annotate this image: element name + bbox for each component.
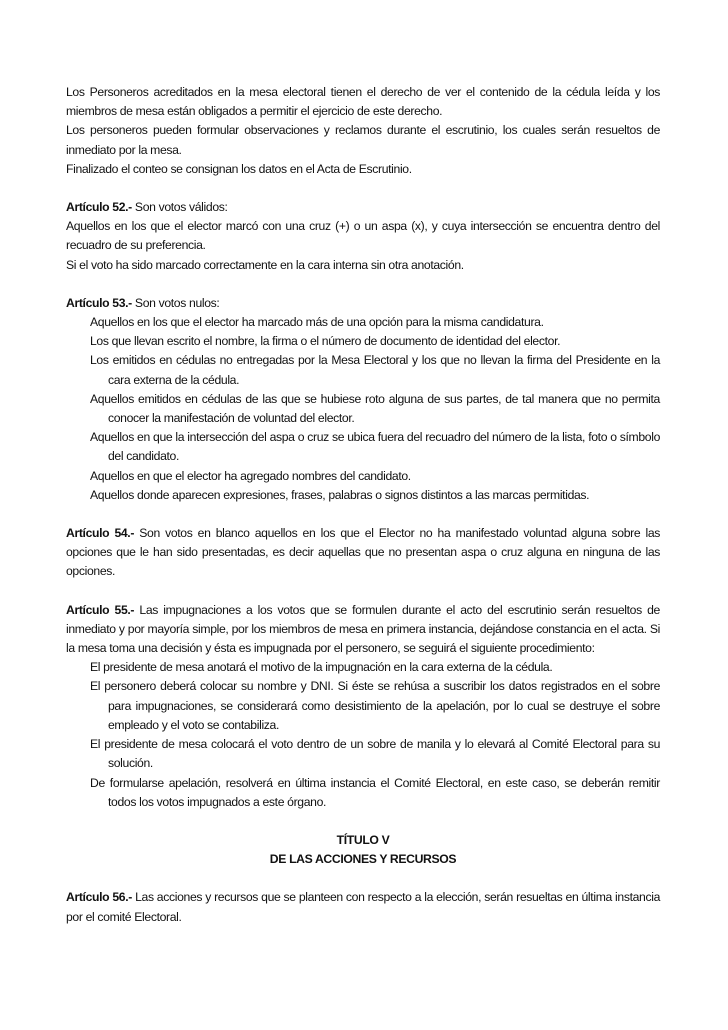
list-item: El personero deberá colocar su nombre y DNI. Si éste se rehúsa a suscribir los datos registrados en el sobre para impugnaciones, se considerará como desistimiento de la apelación, por lo cual se destruye el sobre empleado y el voto se contabiliza. [90,679,660,732]
article-55-text: Las impugnaciones a los votos que se formulen durante el acto del escrutinio serán resueltos de inmediato y por mayoría simple, por los miembros de mesa en primera instancia, dejándose constancia en el acta. Si la mesa toma una decisión y ésta es impugnada por el personero, se seguirá el siguiente procedimiento: [66,602,660,656]
article-52-paragraph-2: Si el voto ha sido marcado correctamente en la cara interna sin otra anotación. [66,257,464,272]
article-54-label: Artículo 54.- [66,526,135,541]
list-item: Los que llevan escrito el nombre, la firma o el número de documento de identidad del elector. [90,334,561,349]
intro-paragraph-3: Finalizado el conteo se consignan los datos en el Acta de Escrutinio. [66,161,412,176]
list-item: Los emitidos en cédulas no entregadas por la Mesa Electoral y los que no llevan la firma del Presidente en la cara externa de la cédula. [90,353,660,387]
document-page [66,83,660,927]
article-52-paragraph-1: Aquellos en los que el elector marcó con una cruz (+) o un aspa (x), y cuya intersección se encuentra dentro del recuadro de su preferencia. [66,219,660,253]
article-55-list [66,658,660,812]
article-52-title: Son votos válidos: [131,200,228,215]
article-56-text: Las acciones y recursos que se planteen con respecto a la elección, serán resueltas en última instancia por el comité Electoral. [66,890,660,924]
article-52-heading [66,198,660,217]
intro-paragraph-2: Los personeros pueden formular observaciones y reclamos durante el escrutinio, los cuales serán resueltos de inmediato por la mesa. [66,123,660,157]
list-item: Aquellos en que el elector ha agregado nombres del candidato. [90,468,411,483]
list-item: El presidente de mesa anotará el motivo de la impugnación en la cara externa de la cédula. [90,660,553,675]
article-53-title: Son votos nulos: [131,295,220,310]
list-item: Aquellos emitidos en cédulas de las que se hubiese roto alguna de sus partes, de tal manera que no permita conocer la manifestación de voluntad del elector. [90,391,660,426]
article-54 [66,524,660,582]
list-item: Aquellos en que la intersección del aspa o cruz se ubica fuera del recuadro del número de la lista, foto o símbolo del candidato. [90,430,660,464]
article-55 [66,601,660,659]
article-56-label: Artículo 56.- [66,890,132,905]
list-item: Aquellos en los que el elector ha marcado más de una opción para la misma candidatura. [90,315,544,330]
article-53-heading [66,294,660,313]
list-item: Aquellos donde aparecen expresiones, frases, palabras o signos distintos a las marcas permitidas. [90,487,590,502]
list-item: De formularse apelación, resolverá en última instancia el Comité Electoral, en este caso, se deberán remitir todos los votos impugnados a este órgano. [90,775,660,809]
intro-paragraph-1: Los Personeros acreditados en la mesa electoral tienen el derecho de ver el contenido de la cédula leída y los miembros de mesa están obligados a permitir el ejercicio de este derecho. [66,85,660,119]
section-title-number: TÍTULO V [336,832,390,847]
article-55-label: Artículo 55.- [66,602,135,617]
article-56 [66,888,660,926]
list-item: El presidente de mesa colocará el voto dentro de un sobre de manila y lo elevará al Comité Electoral para su solución. [90,737,660,771]
article-54-text: Son votos en blanco aquellos en los que el Elector no ha manifestado voluntad alguna sobre las opciones que le han sido presentadas, es decir aquellas que no presentan aspa o cruz alguna en ninguna de las opciones. [66,526,660,579]
article-53-list [66,313,660,505]
section-title-name: DE LAS ACCIONES Y RECURSOS [269,852,457,867]
article-53-label: Artículo 53.- [66,295,132,310]
article-52-label: Artículo 52.- [66,200,132,215]
